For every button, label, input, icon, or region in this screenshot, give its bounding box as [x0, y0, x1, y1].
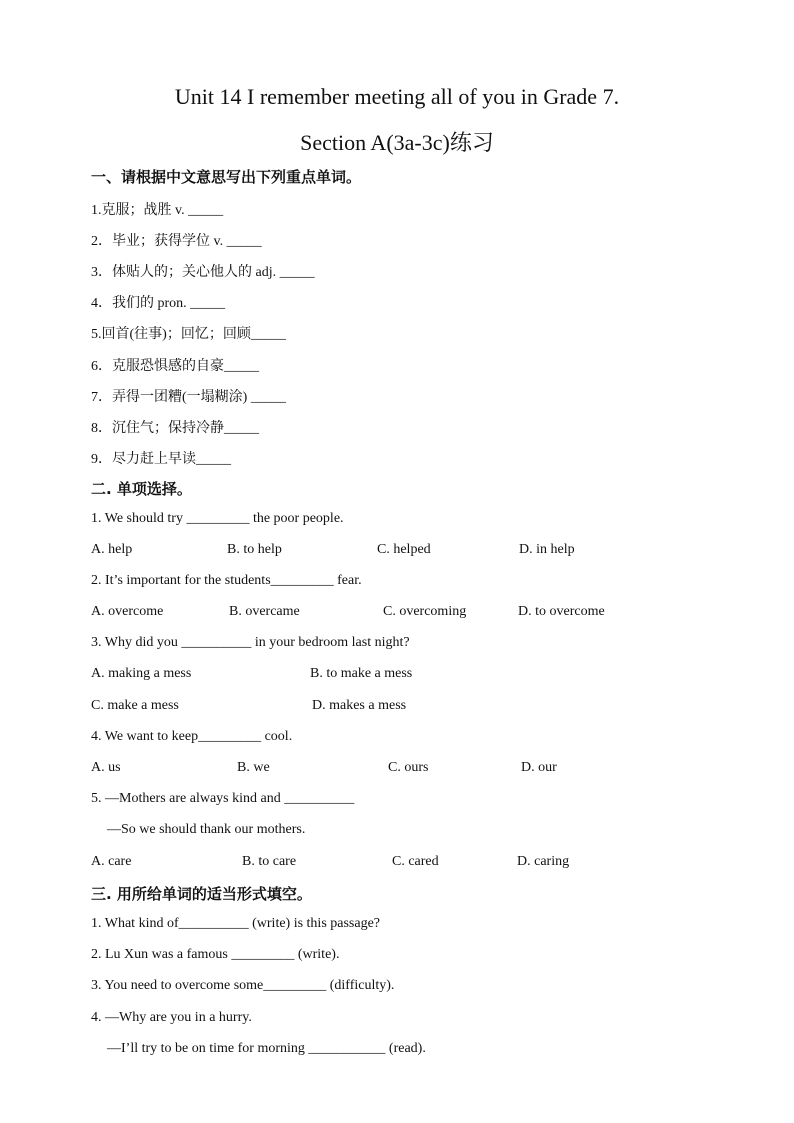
question-2-stem: 2. It’s important for the students_________ fear. — [91, 573, 362, 588]
section-2-heading: 二. 单项选择。 — [91, 480, 192, 498]
q4-option-a: A. us — [91, 760, 121, 775]
q5-option-a: A. care — [91, 854, 132, 869]
vocab-item-6: 6．克服恐惧感的自豪_____ — [91, 359, 259, 374]
q3-option-a: A. making a mess — [91, 666, 192, 681]
q2-option-a: A. overcome — [91, 604, 164, 619]
q1-option-a: A. help — [91, 542, 133, 557]
q2-option-d: D. to overcome — [518, 604, 605, 619]
fill-item-2: 2. Lu Xun was a famous _________ (write). — [91, 947, 340, 962]
document-title: Unit 14 I remember meeting all of you in Grade 7. — [174, 84, 620, 109]
fill-item-3: 3. You need to overcome some_________ (difficulty). — [91, 978, 395, 993]
vocab-item-5: 5.回首(往事)；回忆；回顾_____ — [91, 327, 286, 342]
question-4-stem: 4. We want to keep_________ cool. — [91, 729, 293, 744]
question-3-stem: 3. Why did you __________ in your bedroom last night? — [91, 635, 410, 650]
fill-item-4: 4. —Why are you in a hurry. — [91, 1010, 252, 1025]
vocab-item-2: 2．毕业；获得学位 v. _____ — [91, 234, 262, 249]
q2-option-c: C. overcoming — [383, 604, 467, 619]
q3-option-b: B. to make a mess — [310, 666, 413, 681]
vocab-item-4: 4．我们的 pron. _____ — [91, 296, 226, 311]
vocab-item-8: 8．沉住气；保持冷静_____ — [91, 421, 259, 436]
q2-option-b: B. overcame — [229, 604, 300, 619]
q5-option-b: B. to care — [242, 854, 297, 869]
fill-item-1: 1. What kind of__________ (write) is this passage? — [91, 916, 381, 931]
vocab-item-1: 1.克服；战胜 v. _____ — [91, 203, 224, 218]
question-5-stem-line2: —So we should thank our mothers. — [107, 822, 306, 837]
q4-option-d: D. our — [521, 760, 557, 775]
section-3-heading: 三. 用所给单词的适当形式填空。 — [91, 885, 312, 903]
q4-option-b: B. we — [237, 760, 270, 775]
q5-option-d: D. caring — [517, 854, 570, 869]
vocab-item-3: 3．体贴人的；关心他人的 adj. _____ — [91, 265, 315, 280]
fill-item-4-line2: —I’ll try to be on time for morning ___________ (read). — [107, 1041, 426, 1056]
document-subtitle: Section A(3a-3c)练习 — [300, 130, 494, 155]
question-1-stem: 1. We should try _________ the poor people. — [91, 511, 344, 526]
q3-option-d: D. makes a mess — [312, 698, 407, 713]
q1-option-c: C. helped — [377, 542, 431, 557]
q5-option-c: C. cared — [392, 854, 439, 869]
q1-option-b: B. to help — [227, 542, 282, 557]
question-5-stem: 5. —Mothers are always kind and __________ — [91, 791, 355, 806]
q1-option-d: D. in help — [519, 542, 575, 557]
vocab-item-9: 9．尽力赶上早读_____ — [91, 452, 231, 467]
vocab-item-7: 7．弄得一团糟(一塌糊涂) _____ — [91, 390, 286, 405]
q3-option-c: C. make a mess — [91, 698, 179, 713]
section-1-heading: 一、请根据中文意思写出下列重点单词。 — [91, 168, 362, 186]
q4-option-c: C. ours — [388, 760, 429, 775]
